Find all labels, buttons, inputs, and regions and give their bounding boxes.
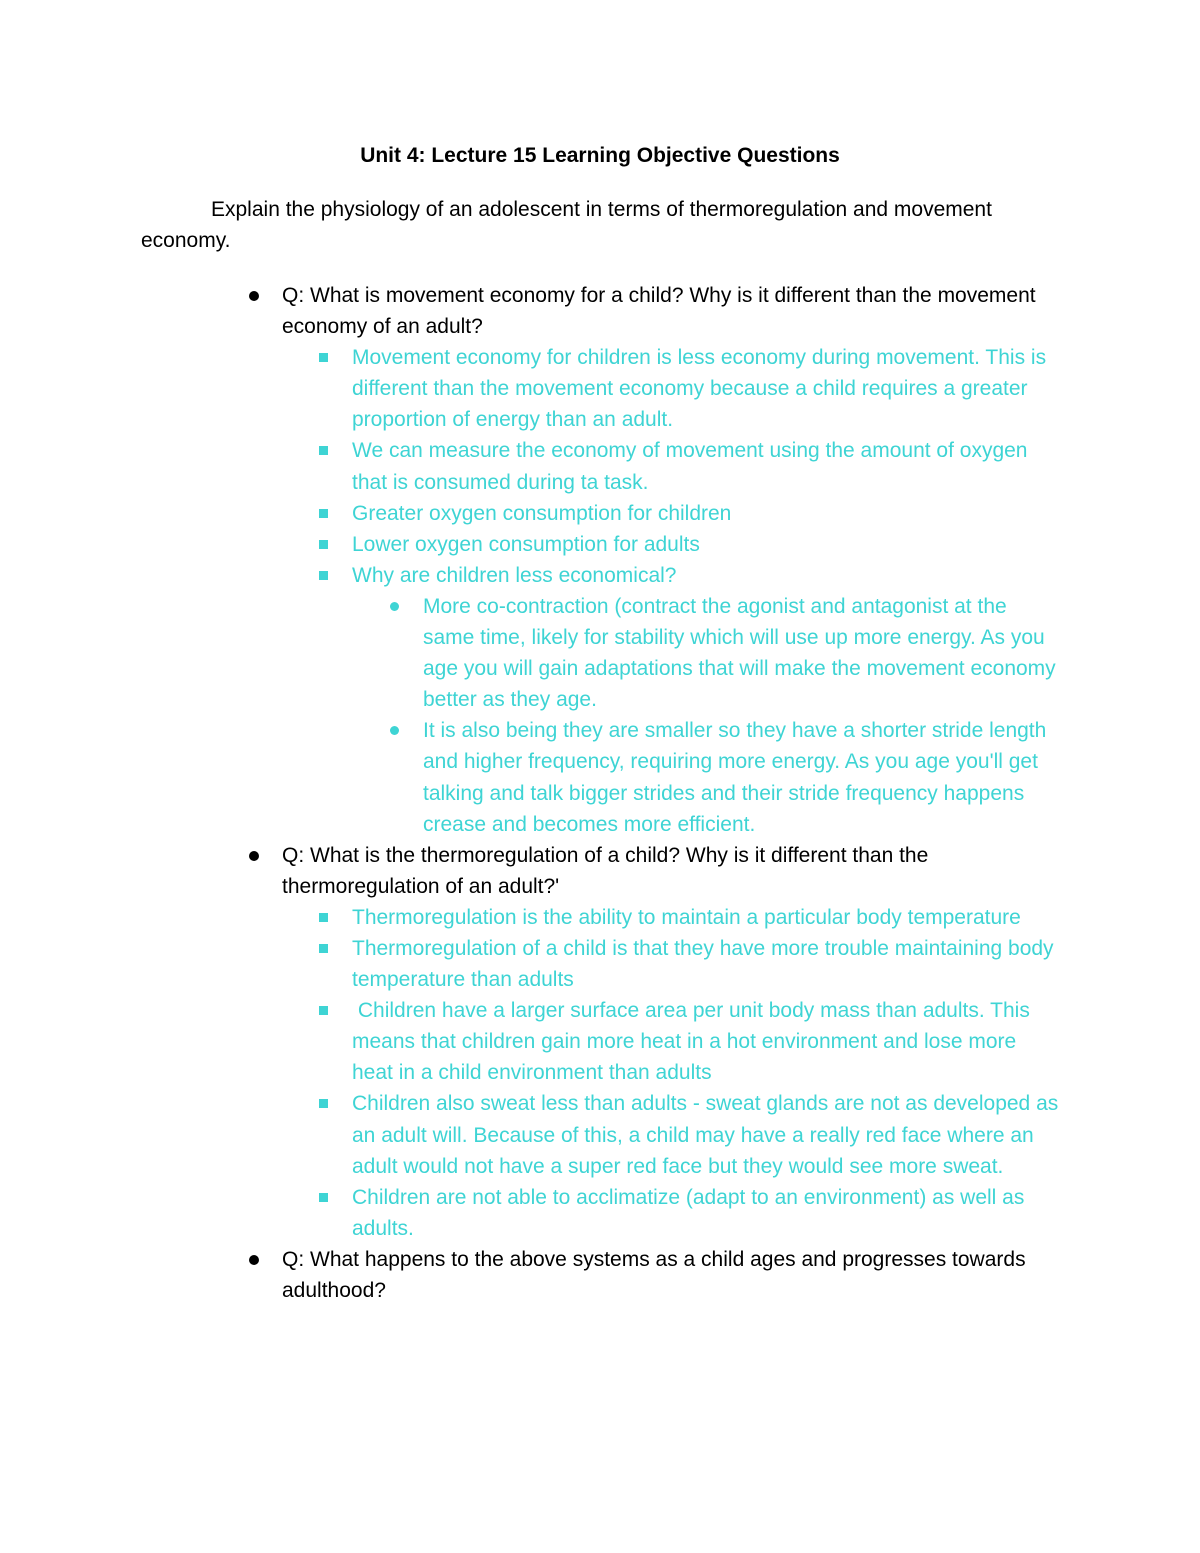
sub-answer-item	[423, 591, 1058, 715]
answer-text: Greater oxygen consumption for children	[352, 501, 732, 525]
bullet-circle-icon	[390, 726, 399, 735]
question-item	[282, 280, 1042, 342]
answer-text: Movement economy for children is less economy during movement. This is different than the movement economy because a child requires a greater proportion of energy than an adult.	[352, 346, 1047, 432]
document-title: Unit 4: Lecture 15 Learning Objective Questions	[360, 144, 840, 167]
sub-answer-text: It is also being they are smaller so they have a shorter stride length and higher frequency, requiring more energy. As you age you'll get talking and talk bigger strides and their stride frequency happens crease and becomes more efficient.	[423, 719, 1047, 836]
answer-item	[352, 902, 1062, 933]
bullet-square-icon	[319, 1193, 328, 1202]
answer-item	[352, 498, 1062, 529]
question-list	[0, 280, 1200, 1306]
bullet-square-icon	[319, 571, 328, 580]
answer-item	[352, 529, 1062, 560]
answer-text: Children have a larger surface area per unit body mass than adults. This means that children gain more heat in a hot environment and lose more heat in a child environment than adults	[352, 999, 1036, 1085]
bullet-square-icon	[319, 913, 328, 922]
answer-item	[352, 995, 1062, 1088]
question-text: Q: What is movement economy for a child? Why is it different than the movement economy of an adult?	[282, 284, 1036, 339]
bullet-disc-icon	[249, 1255, 259, 1265]
answer-item	[352, 435, 1062, 497]
answer-item	[352, 560, 1062, 591]
bullet-square-icon	[319, 446, 328, 455]
intro-paragraph: Explain the physiology of an adolescent in terms of thermoregulation and movement economy.	[141, 198, 992, 252]
answer-text: We can measure the economy of movement using the amount of oxygen that is consumed during ta task.	[352, 439, 1028, 494]
bullet-square-icon	[319, 1006, 328, 1015]
answer-text: Lower oxygen consumption for adults	[352, 532, 700, 556]
answer-item	[352, 933, 1062, 995]
answer-item	[352, 342, 1062, 435]
answer-text: Thermoregulation is the ability to maintain a particular body temperature	[352, 905, 1021, 929]
answer-text: Thermoregulation of a child is that they have more trouble maintaining body temperature than adults	[352, 936, 1054, 992]
question-item	[282, 1244, 1042, 1306]
bullet-square-icon	[319, 509, 328, 518]
question-item	[282, 840, 1042, 902]
bullet-square-icon	[319, 353, 328, 362]
bullet-square-icon	[319, 1099, 328, 1108]
answer-item	[352, 1088, 1062, 1181]
bullet-circle-icon	[390, 602, 399, 611]
bullet-disc-icon	[249, 851, 259, 861]
question-text: Q: What happens to the above systems as a child ages and progresses towards adulthood?	[282, 1247, 1026, 1302]
answer-text: Children are not able to acclimatize (adapt to an environment) as well as adults.	[352, 1185, 1025, 1240]
bullet-disc-icon	[249, 291, 259, 301]
sub-answer-text: More co-contraction (contract the agonist and antagonist at the same time, likely for stability which will use up more energy. As you age you will gain adaptations that will make the movement economy better as they age.	[423, 594, 1056, 712]
question-text: Q: What is the thermoregulation of a child? Why is it different than the thermoregulation of an adult?'	[282, 843, 929, 898]
sub-answer-item	[423, 715, 1058, 839]
answer-text: Children also sweat less than adults - sweat glands are not as developed as an adult will. Because of this, a child may have a really red face where an adult would not have a super red face but they would see more sweat.	[352, 1092, 1059, 1178]
bullet-square-icon	[319, 540, 328, 549]
answer-text: Why are children less economical?	[352, 563, 677, 587]
answer-item	[352, 1182, 1062, 1244]
bullet-square-icon	[319, 944, 328, 953]
